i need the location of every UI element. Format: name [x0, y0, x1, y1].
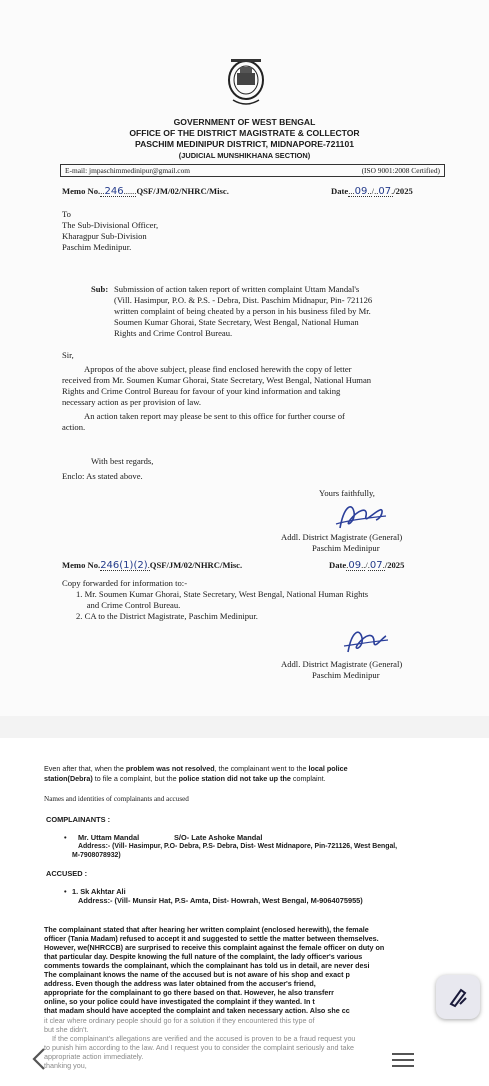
signatory-2-place: Paschim Medinipur	[312, 670, 380, 680]
memo-line-2: Memo No.246(1)(2).QSF/JM/02/NHRC/Misc.	[62, 560, 243, 571]
body-line: action.	[62, 422, 86, 432]
subject-line: (Vill. Hasimpur, P.O. & P.S. - Debra, Dist. Paschim Midnapur, Pin- 721126	[114, 295, 373, 305]
date-day: 09	[354, 186, 368, 197]
complaint-document	[0, 738, 489, 1086]
complainant-address-2: M-7908078932)	[72, 852, 121, 859]
to-line-1: To	[62, 209, 71, 219]
memo-suffix: QSF/JM/02/NHRC/Misc.	[136, 186, 229, 196]
contact-bar	[60, 164, 445, 177]
paragraph-line: officer (Tania Madam) refused to accept it and suggested to settle the matter between themselves.	[44, 934, 379, 943]
subject-label: Sub:	[91, 284, 109, 294]
complainant-address: Address:- (Vill- Hasimpur, P.O- Debra, P.S- Debra, Dist- West Midnapore, Pin-721126, West Bengal,	[78, 843, 398, 850]
paragraph-line: However, we(NHRCCB) are surprised to receive this complaint against the female officer on duty on	[44, 943, 385, 952]
body-line: received from Mr. Soumen Kumar Ghorai, State Secretary, West Bengal, National Human	[62, 375, 372, 385]
header-line-2: OFFICE OF THE DISTRICT MAGISTRATE & COLLECTOR	[129, 128, 360, 138]
date-month: 07	[378, 186, 392, 197]
paragraph-line: The complainant knows the name of the accused but is not aware of his shop and exact p	[44, 970, 350, 979]
state-emblem-icon	[223, 56, 269, 110]
copy-list-item: 1. Mr. Soumen Kumar Ghorai, State Secretary, West Bengal, National Human Rights	[76, 589, 369, 599]
complainant-father: S/O- Late Ashoke Mandal	[174, 833, 263, 842]
date-day: 09	[348, 560, 362, 571]
paragraph-line: The complainant stated that after hearing her written complaint (enclosed herewith), the female	[44, 925, 369, 934]
date-year: /2025	[384, 560, 405, 570]
faded-line: but she didn't.	[44, 1025, 89, 1034]
enclosure-text: Enclo: As stated above.	[62, 471, 143, 481]
yours-faithfully: Yours faithfully,	[319, 488, 375, 498]
subject-line: written complaint of being cheated by a person in his business filed by Mr.	[114, 306, 371, 316]
accused-heading: ACCUSED :	[46, 869, 88, 878]
date-month: 07	[369, 560, 383, 571]
header-line-4: (JUDICIAL MUNSHIKHANA SECTION)	[178, 151, 311, 160]
to-line-4: Paschim Medinipur.	[62, 242, 132, 252]
signatory-1-title: Addl. District Magistrate (General)	[281, 532, 403, 542]
to-line-3: Kharagpur Sub-Division	[62, 231, 147, 241]
body-line: Apropos of the above subject, please find enclosed herewith the copy of letter	[84, 364, 352, 374]
faded-line: appropriate action immediately.	[44, 1052, 144, 1061]
paragraph-line: that madam should have accepted the complaint and taken necessary action. Also she cc	[44, 1006, 350, 1015]
to-line-2: The Sub-Divisional Officer,	[62, 220, 159, 230]
accused-name: 1. Sk Akhtar Ali	[72, 887, 126, 896]
intro-line-1: Even after that, when the problem was not resolved, the complainant went to the local police	[44, 764, 348, 773]
back-chevron-icon[interactable]	[30, 1046, 48, 1072]
signatory-1-place: Paschim Medinipur	[312, 543, 380, 553]
paragraph-line: appropriate for the complainant to go there based on that. However, he also transferr	[44, 988, 334, 997]
memo-suffix: QSF/JM/02/NHRC/Misc.	[149, 560, 243, 570]
faded-line: to punish him according to the law. And I request you to consider the complaint seriously and take	[44, 1043, 355, 1052]
signatory-2-title: Addl. District Magistrate (General)	[281, 659, 403, 669]
header-line-1: GOVERNMENT OF WEST BENGAL	[173, 117, 316, 127]
edit-button[interactable]	[436, 975, 480, 1019]
paragraph-line: online, so your police could have investigated the complaint if they wanted. In t	[44, 997, 315, 1006]
copy-list-item: 2. CA to the District Magistrate, Paschim Medinipur.	[76, 611, 258, 621]
subject-line: Soumen Kumar Ghorai, State Secretary, West Bengal, National Human	[114, 317, 359, 327]
signature-2	[340, 622, 390, 660]
page-separator	[0, 716, 489, 738]
copy-list-item: and Crime Control Bureau.	[76, 600, 181, 610]
intro-line-2: station(Debra) to file a complaint, but the police station did not take up the complaint.	[44, 774, 326, 783]
body-line: Rights and Crime Control Bureau for favour of your kind information and taking	[62, 386, 341, 396]
signature-1	[330, 498, 390, 536]
faded-line: If the complainant's allegations are verified and the accused is proven to be a fraud request you	[52, 1034, 356, 1043]
complainant-name: Mr. Uttam Mandal	[78, 833, 140, 842]
memo-prefix: Memo No.	[62, 186, 101, 196]
memo-number-handwritten: 246(1)(2)	[100, 560, 148, 571]
paragraph-line: that particular day. Despite knowing the full nature of the complaint, the lady officer's various	[44, 952, 363, 961]
email-text: E-mail: jmpaschimmedinipur@gmail.com	[65, 166, 191, 175]
date-year: /2025	[393, 186, 413, 196]
body-line: necessary action as per provision of law.	[62, 397, 202, 407]
subject-line: Submission of action taken report of written complaint Uttam Mandal's	[114, 284, 360, 294]
iso-text: (ISO 9001:2008 Certified)	[361, 166, 440, 175]
memo-date-1: Date...09../..07./2025	[331, 186, 413, 197]
complainants-heading: COMPLAINANTS :	[46, 815, 111, 824]
paragraph-line: comments towards the complainant, which the complainant has told us in detail, are never desi	[44, 961, 370, 970]
header-line-3: PASCHIM MEDINIPUR DISTRICT, MIDNAPORE-721101	[134, 139, 355, 149]
faded-line: thanking you,	[44, 1061, 87, 1070]
faded-line: it clear where ordinary people should go for a solution if they encountered this type of	[44, 1016, 315, 1025]
memo-date-2: Date.09../.07./2025	[329, 560, 405, 571]
names-heading: Names and identities of complainants and accused	[44, 795, 189, 803]
date-prefix: Date	[329, 560, 347, 570]
paragraph-line: address. Even though the address was later obtained from the accuser's friend,	[44, 979, 316, 988]
memo-prefix: Memo No.	[62, 560, 101, 570]
copy-forwarded-text: Copy forwarded for information to:-	[62, 578, 188, 588]
subject-line: Rights and Crime Control Bureau.	[114, 328, 233, 338]
memo-line-1: Memo No...246......QSF/JM/02/NHRC/Misc.	[62, 186, 229, 197]
date-prefix: Date	[331, 186, 349, 196]
accused-bullet: •	[64, 887, 67, 896]
regards-text: With best regards,	[91, 456, 154, 466]
complainant-bullet: •	[64, 833, 67, 842]
menu-lines-icon[interactable]	[392, 1052, 414, 1068]
memo-number-handwritten: 246	[104, 186, 124, 197]
salutation: Sir,	[62, 350, 74, 360]
accused-address: Address:- (Vill- Munsir Hat, P.S- Amta, Dist- Howrah, West Bengal, M-9064075955)	[78, 896, 363, 905]
body-line: An action taken report may please be sent to this office for further course of	[84, 411, 345, 421]
edit-pencil-icon	[447, 986, 469, 1008]
